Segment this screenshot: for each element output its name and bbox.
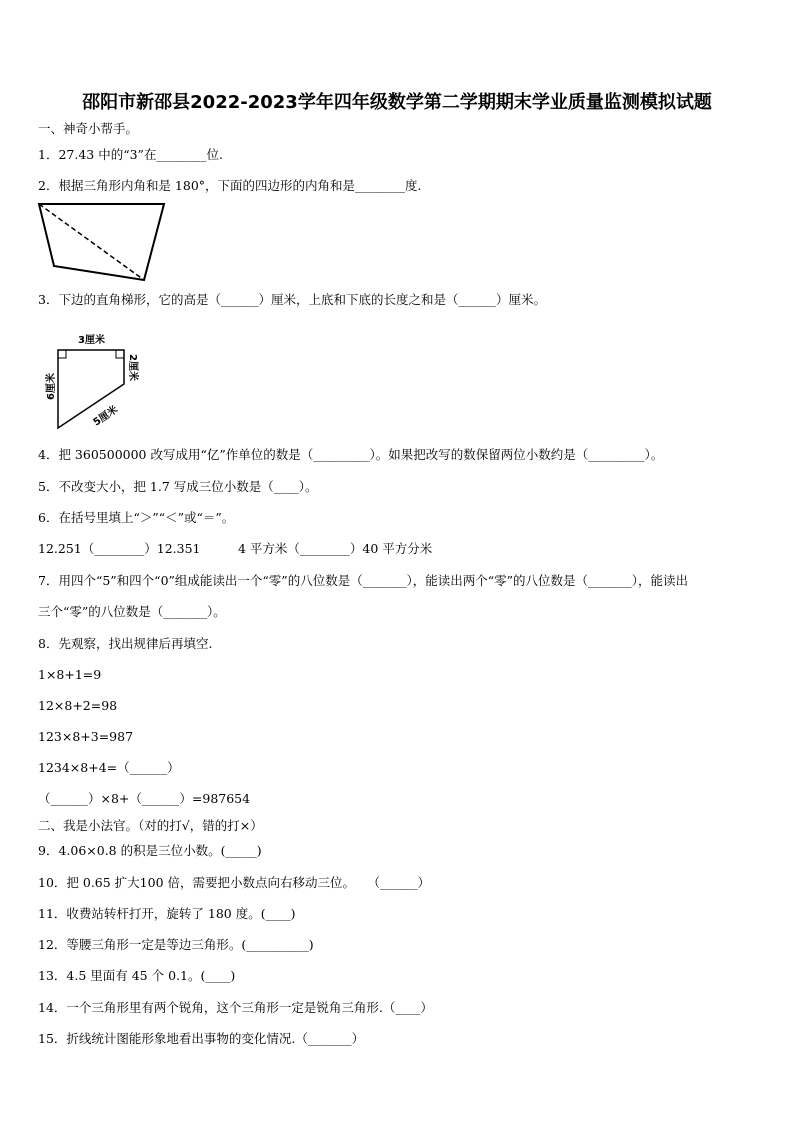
trapezoid-figure xyxy=(40,328,140,434)
question-11: 11．收费站转杆打开，旋转了 180 度。(____) xyxy=(38,906,296,921)
question-14: 14．一个三角形里有两个锐角，这个三角形一定是锐角三角形.（____） xyxy=(38,1000,433,1015)
question-5: 5．不改变大小，把 1.7 写成三位小数是（____）。 xyxy=(38,479,318,494)
question-7-line-2: 三个“零”的八位数是（_______）。 xyxy=(38,604,226,619)
quadrilateral-outline xyxy=(39,204,164,280)
right-angle-mark-right xyxy=(116,350,124,358)
question-13: 13．4.5 里面有 45 个 0.1。(____) xyxy=(38,968,236,983)
question-8: 8．先观察，找出规律后再填空. xyxy=(38,636,213,651)
question-4: 4．把 360500000 改写成用“亿”作单位的数是（_________）。如果把改写的数保留两位小数约是（_________）。 xyxy=(38,447,664,462)
section-heading-2: 二、我是小法官。（对的打√，错的打×） xyxy=(38,818,263,833)
label-slant: 5厘米 xyxy=(91,404,121,429)
question-15: 15．折线统计图能形象地看出事物的变化情况.（_______） xyxy=(38,1031,365,1046)
question-8-line-2: 12×8+2=98 xyxy=(38,698,118,713)
page-title: 邵阳市新邵县2022-2023学年四年级数学第二学期期末学业质量监测模拟试题 xyxy=(82,92,712,113)
question-7-line-1: 7．用四个“5”和四个“0”组成能读出一个“零”的八位数是（_______），能读出两个“零”的八位数是（_______），能读出 xyxy=(38,573,688,588)
question-9: 9．4.06×0.8 的积是三位小数。(_____) xyxy=(38,843,262,858)
quadrilateral-figure xyxy=(36,200,170,284)
question-1: 1．27.43 中的“3”在________位. xyxy=(38,147,223,162)
question-10: 10．把 0.65 扩大100 倍，需要把小数点向右移动三位。 （______） xyxy=(38,875,431,890)
question-3: 3．下边的直角梯形，它的高是（______）厘米，上底和下底的长度之和是（______）厘米。 xyxy=(38,292,546,307)
question-8-line-3: 123×8+3=987 xyxy=(38,729,134,744)
label-right: 2厘米 xyxy=(127,354,138,381)
question-6-items: 12.251（________）12.351 4 平方米（________）40 平方分米 xyxy=(38,541,433,556)
question-6: 6．在括号里填上“＞”“＜”或“＝”。 xyxy=(38,510,235,525)
question-2: 2．根据三角形内角和是 180°，下面的四边形的内角和是________度. xyxy=(38,178,422,193)
question-12: 12．等腰三角形一定是等边三角形。(__________) xyxy=(38,937,314,952)
diagonal-dashed-line xyxy=(39,204,144,280)
right-angle-mark-left xyxy=(58,350,66,358)
question-8-line-1: 1×8+1=9 xyxy=(38,667,102,682)
section-heading-1: 一、神奇小帮手。 xyxy=(38,121,139,136)
label-left: 6厘米 xyxy=(46,373,57,400)
label-top: 3厘米 xyxy=(78,335,105,346)
question-8-line-5: （______）×8+（______）=987654 xyxy=(38,791,251,806)
question-8-line-4: 1234×8+4=（______） xyxy=(38,760,180,775)
